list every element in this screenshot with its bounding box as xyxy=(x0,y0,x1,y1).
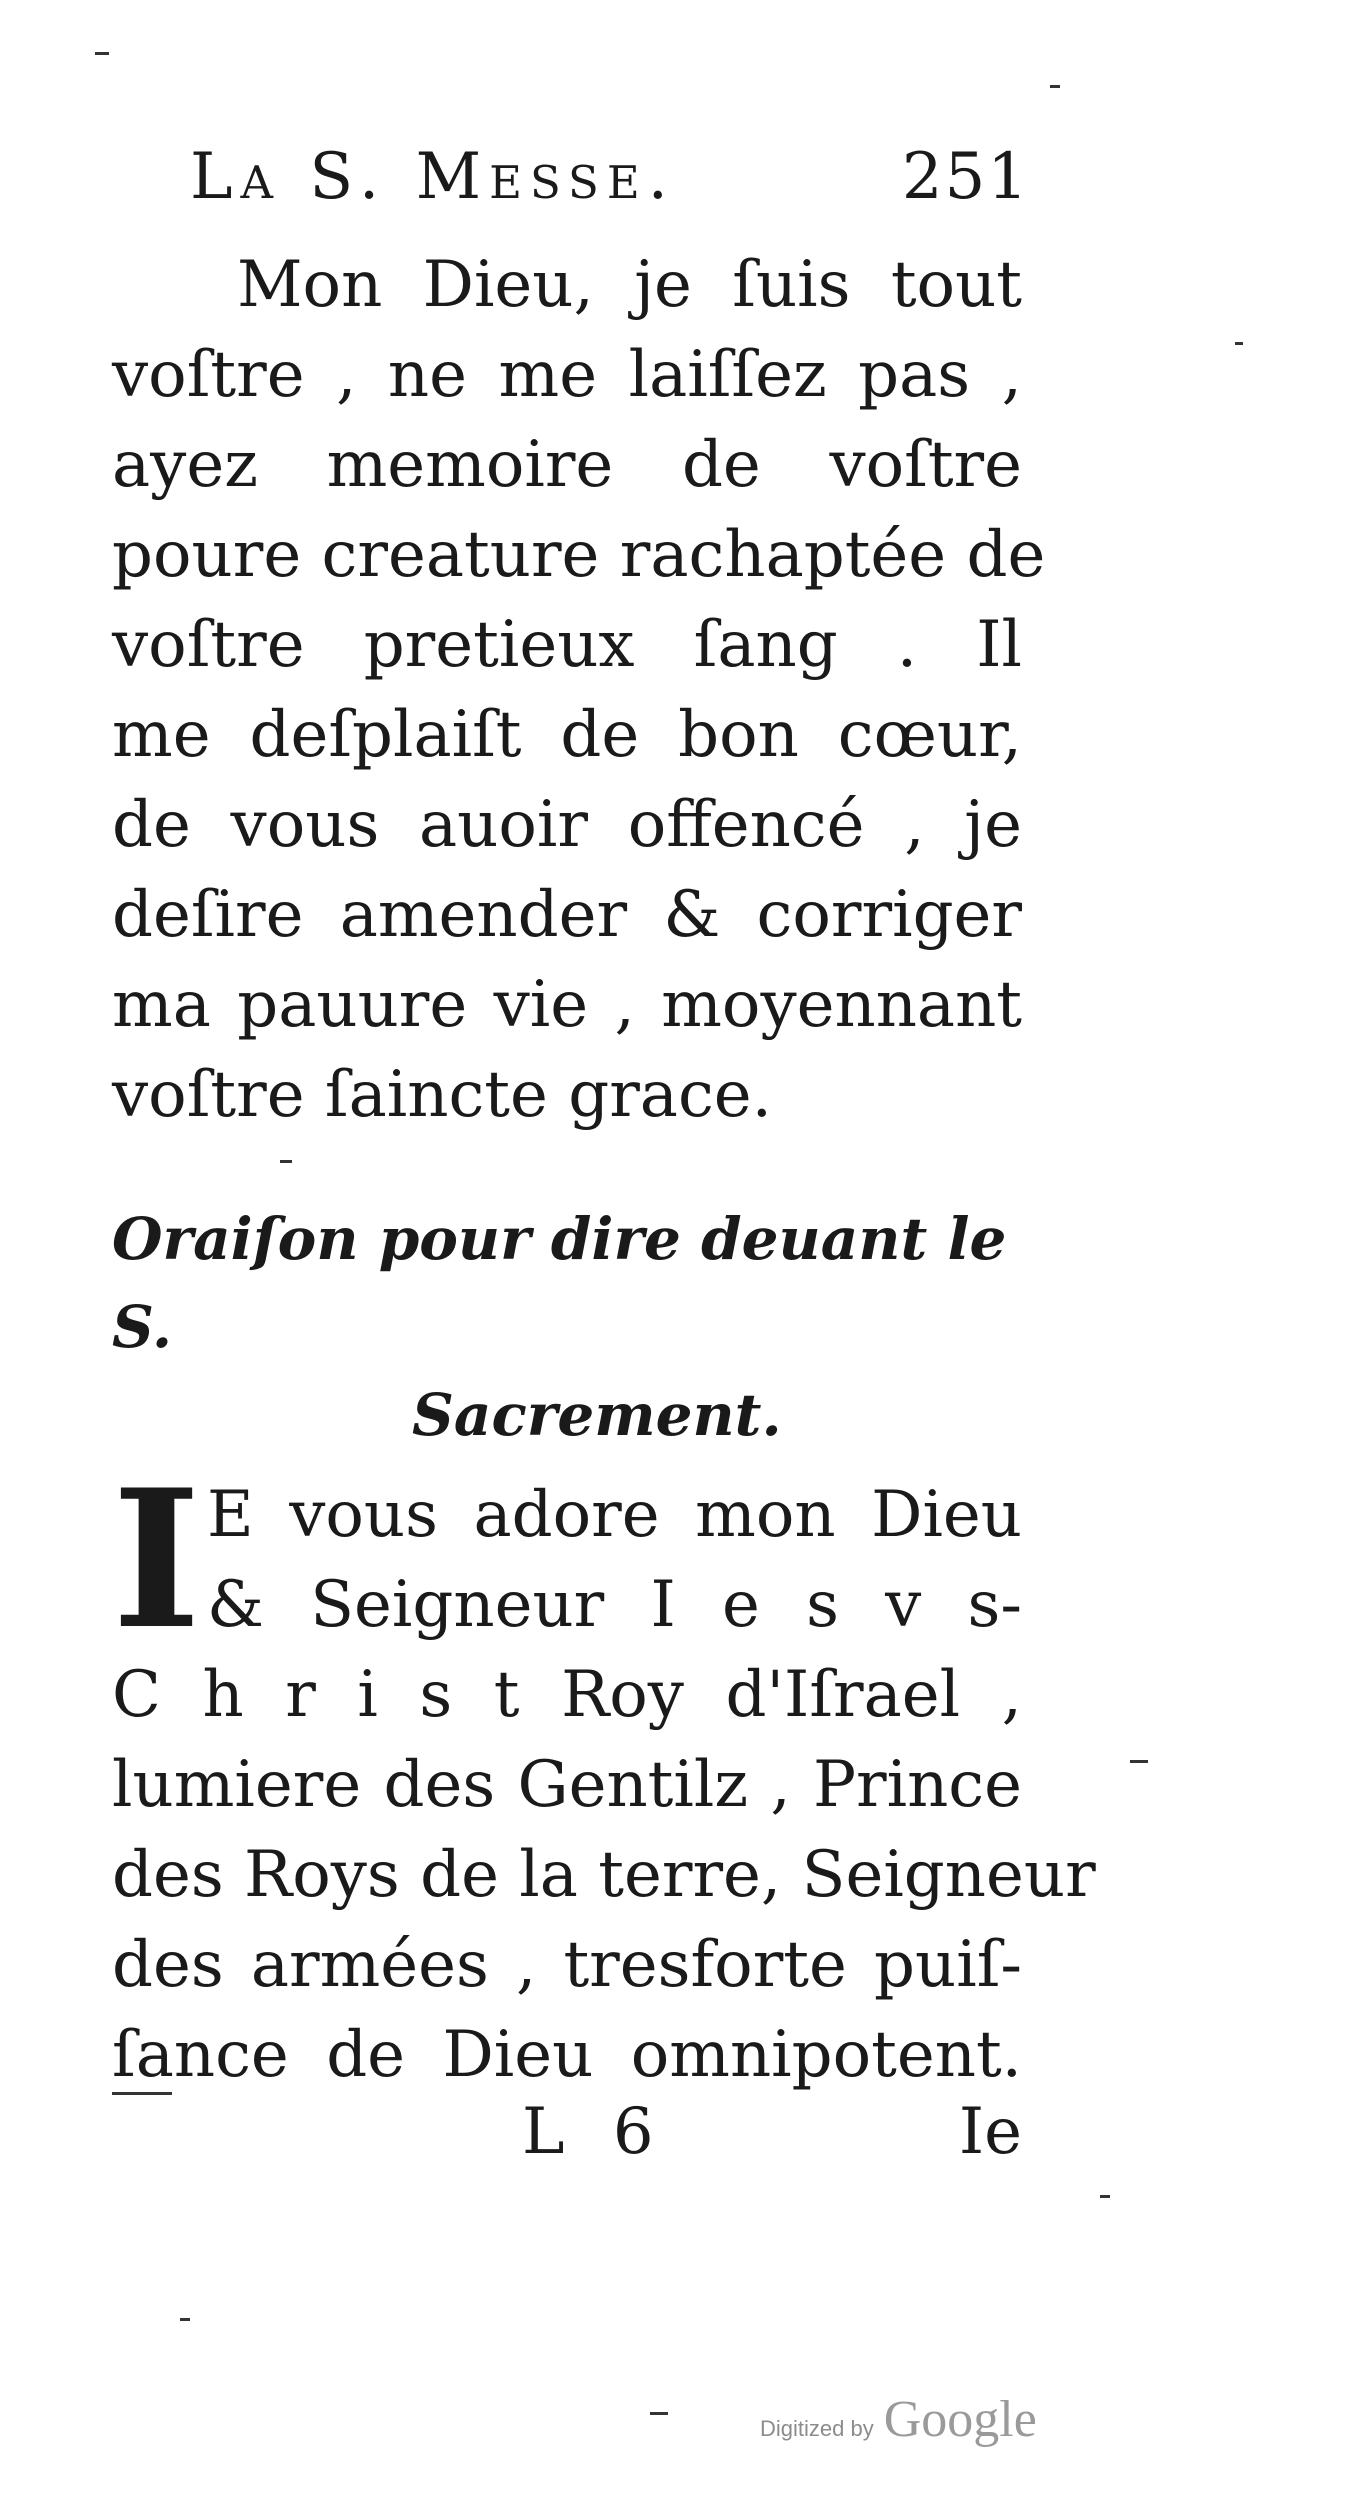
text-line: E vous adore mon Dieu xyxy=(207,1478,1022,1552)
text-line: voſtre pretieux ſang . Il xyxy=(112,608,1022,682)
text-line: voſtre , ne me laiſſez pas , xyxy=(112,338,1022,412)
scan-speck xyxy=(280,1160,292,1163)
text-line: poure creature rachaptée de xyxy=(112,518,1046,592)
text-line: voſtre ſaincte grace. xyxy=(112,1058,772,1132)
google-logo: Google xyxy=(883,2391,1037,2448)
catchword: Ie xyxy=(958,2095,1022,2169)
section-heading xyxy=(112,1195,1022,1459)
running-title: La S. Messe. xyxy=(190,140,677,214)
scan-speck xyxy=(650,2412,668,2415)
signature-mark: L 6 xyxy=(522,2095,668,2169)
drop-cap: I xyxy=(112,1448,201,1671)
scan-speck xyxy=(112,2092,172,2095)
text-line: des armées , tresforte puiſ- xyxy=(112,1928,1022,2002)
text-line: lumiere des Gentilz , Prince xyxy=(112,1748,1022,1822)
text-line: ayez memoire de voſtre xyxy=(112,428,1022,502)
heading-line-1: Oraiſon pour dire deuant le S. xyxy=(112,1205,1007,1361)
prayer-paragraph-2 xyxy=(112,1448,1096,2100)
text-line: Mon Dieu, je ſuis tout xyxy=(237,248,1022,322)
scan-speck xyxy=(1130,1760,1148,1763)
scan-speck xyxy=(1050,85,1060,88)
page-number: 251 xyxy=(901,140,1030,214)
page-footer xyxy=(112,2095,1022,2185)
text-line: ſance de Dieu omnipotent. xyxy=(112,2018,1022,2092)
text-line: deſire amender & corriger xyxy=(112,878,1022,952)
scan-speck xyxy=(1235,342,1243,345)
text-line: & Seigneur I e s v s- xyxy=(207,1568,1022,1642)
digitized-watermark xyxy=(760,2390,1037,2450)
text-line: des Roys de la terre, Seigneur xyxy=(112,1838,1096,1912)
text-line: C h r i s t Roy d'Iſrael , xyxy=(112,1658,1022,1732)
scan-speck xyxy=(180,2318,190,2321)
scan-speck xyxy=(95,52,109,55)
page-header xyxy=(190,140,1030,230)
text-line: me deſplaiſt de bon cœur, xyxy=(112,698,1022,772)
prayer-paragraph-1 xyxy=(112,240,1046,1140)
scan-speck xyxy=(1100,2195,1110,2198)
text-line: ma pauure vie , moyennant xyxy=(112,968,1022,1042)
digitized-by-text: Digitized by xyxy=(760,2416,874,2441)
text-line: de vous auoir offencé , je xyxy=(112,788,1022,862)
heading-line-2: Sacrement. xyxy=(412,1381,782,1449)
